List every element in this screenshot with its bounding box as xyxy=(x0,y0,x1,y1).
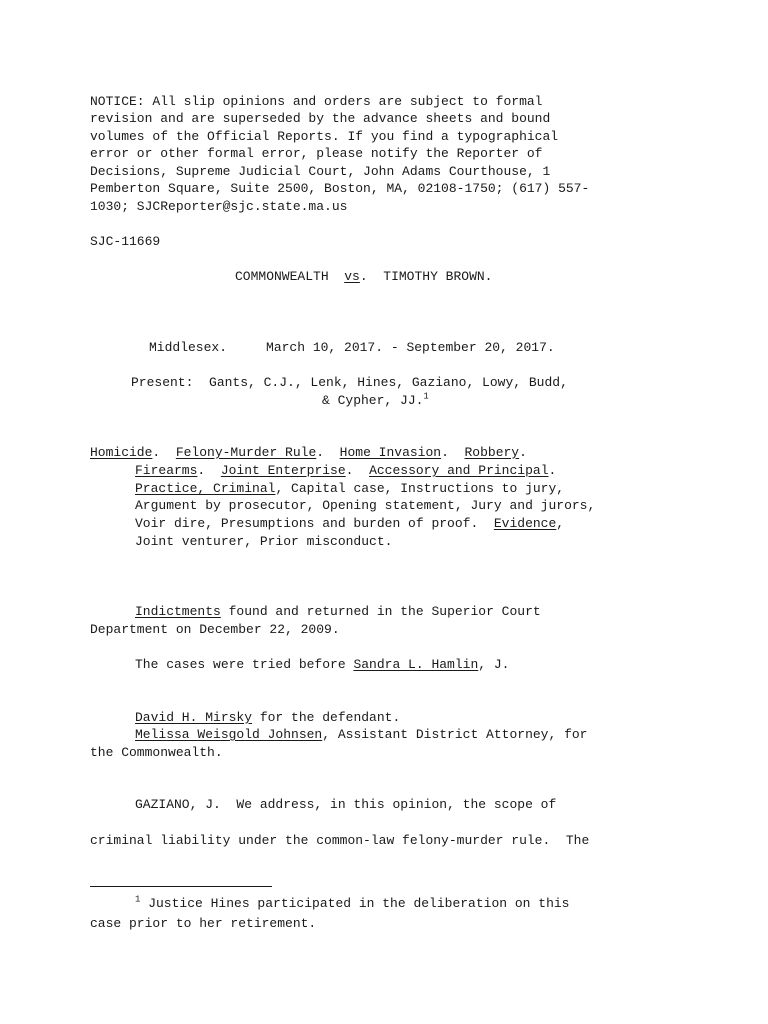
case-caption xyxy=(235,268,492,285)
headnote-text: , Capital case, Instructions to jury, xyxy=(275,481,565,496)
procedural-line: Department on December 22, 2009. xyxy=(90,622,340,637)
trial-judge-line xyxy=(135,656,509,673)
headnote-firearms: Firearms xyxy=(135,463,198,478)
headnote-text: , xyxy=(556,516,565,531)
opinion-line: criminal liability under the common-law felony-murder rule. The xyxy=(90,833,590,848)
headnote-evidence: Evidence xyxy=(493,516,557,531)
procedural-text: , J. xyxy=(478,657,510,672)
caption-vs: vs xyxy=(344,269,360,284)
present-line-1: Present: Gants, C.J., Lenk, Hines, Gaziano, Lowy, Budd, xyxy=(131,375,568,390)
indictments-label: Indictments xyxy=(135,604,221,619)
headnote-joint-enterprise: Joint Enterprise xyxy=(220,463,346,478)
headnote-line: Joint venturer, Prior misconduct. xyxy=(135,534,393,549)
headnote-practice: Practice, Criminal xyxy=(135,481,276,496)
present-justices: & Cypher, JJ. xyxy=(322,393,424,408)
headnote-text: Voir dire, Presumptions and burden of proof. xyxy=(135,516,494,531)
county-dates: Middlesex. March 10, 2017. - September 20, 2017. xyxy=(149,340,555,355)
counsel-text: for the defendant. xyxy=(252,710,401,725)
procedural-text: found and returned in the Superior Court xyxy=(220,604,541,619)
counsel-text: , Assistant District Attorney, for xyxy=(322,727,588,742)
caption-party-1: COMMONWEALTH xyxy=(235,269,329,284)
footnote-line xyxy=(135,895,569,912)
opinion-line: GAZIANO, J. We address, in this opinion, the scope of xyxy=(135,797,557,812)
notice-line: NOTICE: All slip opinions and orders are subject to formal xyxy=(90,94,543,109)
notice-line: Decisions, Supreme Judicial Court, John Adams Courthouse, 1 xyxy=(90,164,551,179)
headnote-robbery: Robbery xyxy=(464,445,520,460)
defense-counsel xyxy=(135,709,400,726)
procedural-line xyxy=(135,603,541,620)
notice-line: error or other formal error, please notify the Reporter of xyxy=(90,146,543,161)
headnote-homicide: Homicide xyxy=(90,445,153,460)
headnote-felony-murder: Felony-Murder Rule xyxy=(175,445,317,460)
headnote-line xyxy=(135,480,564,497)
footnote-line: case prior to her retirement. xyxy=(90,916,317,931)
commonwealth-counsel-name: Melissa Weisgold Johnsen xyxy=(135,727,323,742)
commonwealth-counsel-line-2: the Commonwealth. xyxy=(90,745,223,760)
commonwealth-counsel xyxy=(135,726,587,743)
notice-line: volumes of the Official Reports. If you find a typographical xyxy=(90,129,559,144)
caption-dot: . xyxy=(359,269,368,284)
caption-party-2: TIMOTHY BROWN. xyxy=(383,269,493,284)
headnote-line xyxy=(135,515,564,532)
defense-counsel-name: David H. Mirsky xyxy=(135,710,253,725)
footnote-reference[interactable]: 1 xyxy=(423,391,429,402)
headnote-home-invasion: Home Invasion xyxy=(339,445,442,460)
notice-line: Pemberton Square, Suite 2500, Boston, MA, 02108-1750; (617) 557- xyxy=(90,181,590,196)
headnote-accessory: Accessory and Principal xyxy=(369,463,549,478)
procedural-text: The cases were tried before xyxy=(135,657,354,672)
docket-number: SJC-11669 xyxy=(90,234,161,249)
notice-line: revision and are superseded by the advance sheets and bound xyxy=(90,111,551,126)
headnote-line: Homicide. Felony-Murder Rule. Home Invasion. Robbery. xyxy=(90,445,527,460)
headnote-line: Firearms. Joint Enterprise. Accessory and Principal. xyxy=(135,463,557,478)
footnote-text: Justice Hines participated in the deliberation on this xyxy=(140,896,570,911)
present-line-2 xyxy=(322,392,429,409)
trial-judge: Sandra L. Hamlin xyxy=(353,657,479,672)
headnote-line: Argument by prosecutor, Opening statement, Jury and jurors, xyxy=(135,498,596,513)
notice-line: 1030; SJCReporter@sjc.state.ma.us xyxy=(90,199,348,214)
footnote-separator xyxy=(90,886,272,887)
footnote-mark: 1 xyxy=(135,894,141,905)
